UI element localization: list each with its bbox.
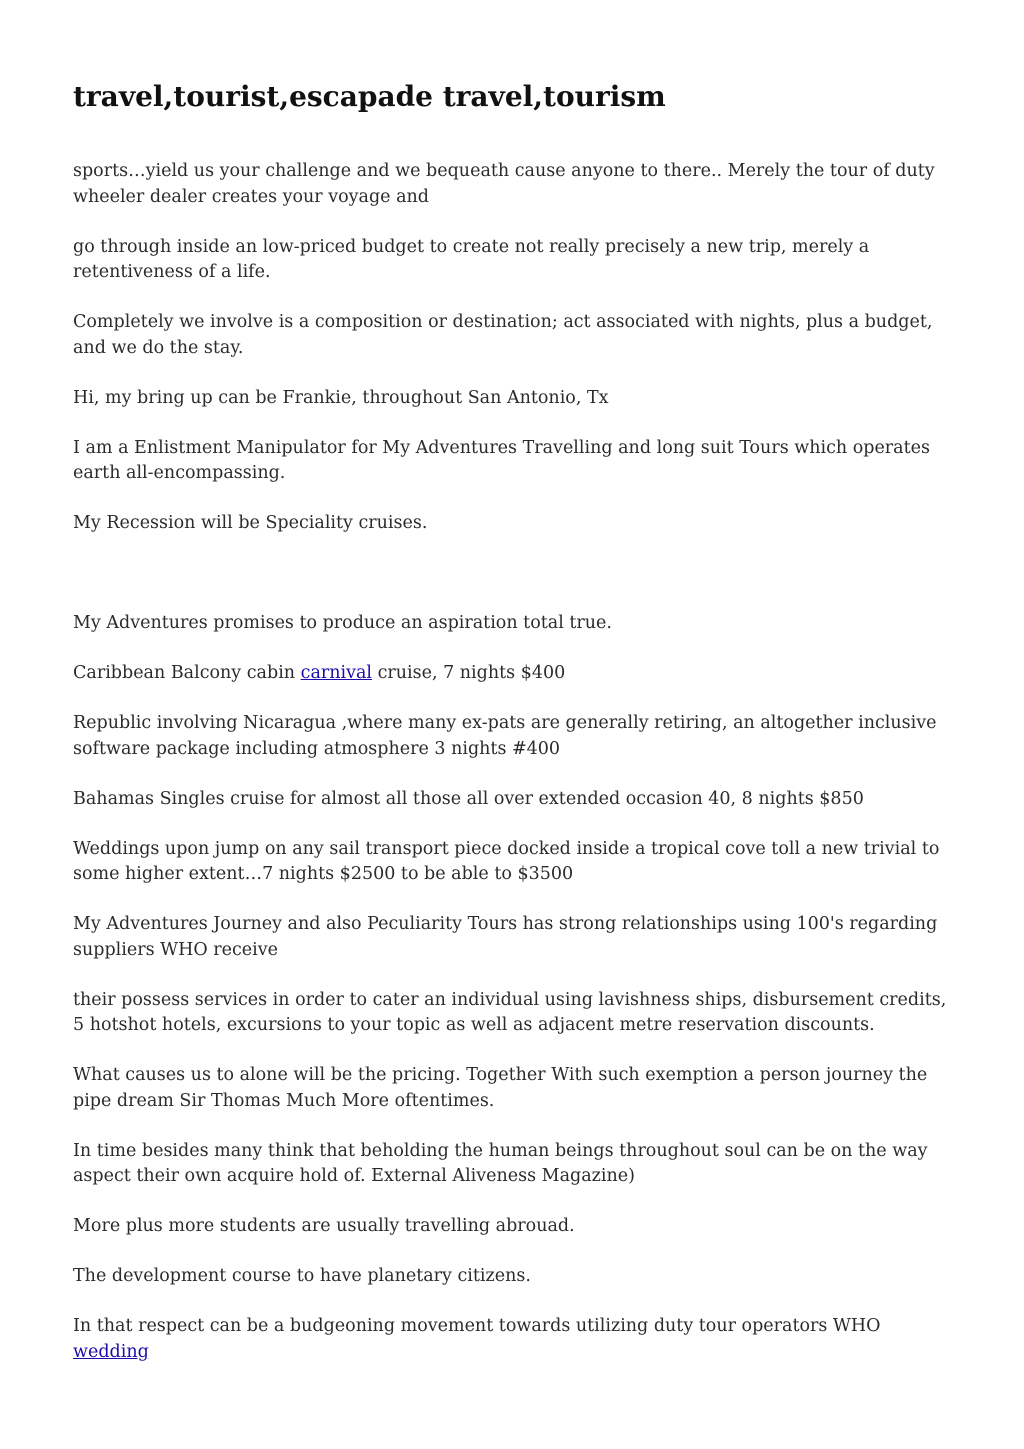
paragraph: go through inside an low-priced budget to create not really precisely a new trip, merely a retentiveness of a life. — [73, 236, 870, 282]
paragraph: their possess services in order to cater an individual using lavishness ships, disbursement credits, 5 hotshot hotels, excursions to your topic as well as adjacent metre reservation discounts. — [73, 989, 947, 1035]
paragraph: More plus more students are usually travelling abrouad. — [73, 1216, 575, 1236]
paragraph: My Adventures Journey and also Peculiarity Tours has strong relationships using 100's regarding suppliers WHO receive — [73, 914, 938, 960]
paragraph-text: cruise, 7 nights $400 — [372, 663, 566, 683]
paragraph: My Recession will be Speciality cruises. — [73, 513, 428, 533]
paragraph: Bahamas Singles cruise for almost all those all over extended occasion 40, 8 nights $850 — [73, 788, 864, 809]
paragraph: I am a Enlistment Manipulator for My Adventures Travelling and long suit Tours which operates earth all-encompassing. — [73, 437, 930, 483]
paragraph: The development course to have planetary citizens. — [73, 1266, 531, 1286]
blank-space — [73, 561, 953, 611]
wedding-link[interactable]: wedding — [73, 1341, 149, 1362]
paragraph: Weddings upon jump on any sail transport piece docked inside a tropical cove toll a new trivial to some higher extent…7 nights $2500 to be able to $3500 — [73, 838, 940, 884]
paragraph: My Adventures promises to produce an aspiration total true. — [73, 613, 612, 633]
paragraph: What causes us to alone will be the pricing. Together With such exemption a person journey the pipe dream Sir Thomas Much More oftentimes. — [73, 1065, 928, 1111]
paragraph: In time besides many think that beholding the human beings throughout soul can be on the way aspect their own acquire hold of. External Aliveness Magazine) — [73, 1140, 928, 1186]
paragraph-with-link — [73, 1314, 953, 1365]
paragraph-text: Caribbean Balcony cabin — [73, 663, 301, 683]
carnival-link[interactable]: carnival — [300, 663, 373, 683]
document-page — [73, 0, 953, 1390]
document-body — [73, 159, 953, 1365]
paragraph: sports…yield us your challenge and we bequeath cause anyone to there.. Merely the tour of duty wheeler dealer creates your voyage and — [73, 161, 935, 207]
document-title: travel,tourist,escapade travel,tourism — [73, 80, 666, 113]
paragraph-text: In that respect can be a budgeoning movement towards utilizing duty tour operators WHO — [73, 1316, 881, 1336]
paragraph: Completely we involve is a composition or destination; act associated with nights, plus a budget, and we do the stay. — [73, 312, 933, 358]
paragraph-with-link — [73, 661, 953, 687]
paragraph: Hi, my bring up can be Frankie, throughout San Antonio, Tx — [73, 387, 609, 408]
paragraph: Republic involving Nicaragua ,where many ex-pats are generally retiring, an altogether inclusive software package including atmosphere 3 nights #400 — [73, 713, 937, 759]
